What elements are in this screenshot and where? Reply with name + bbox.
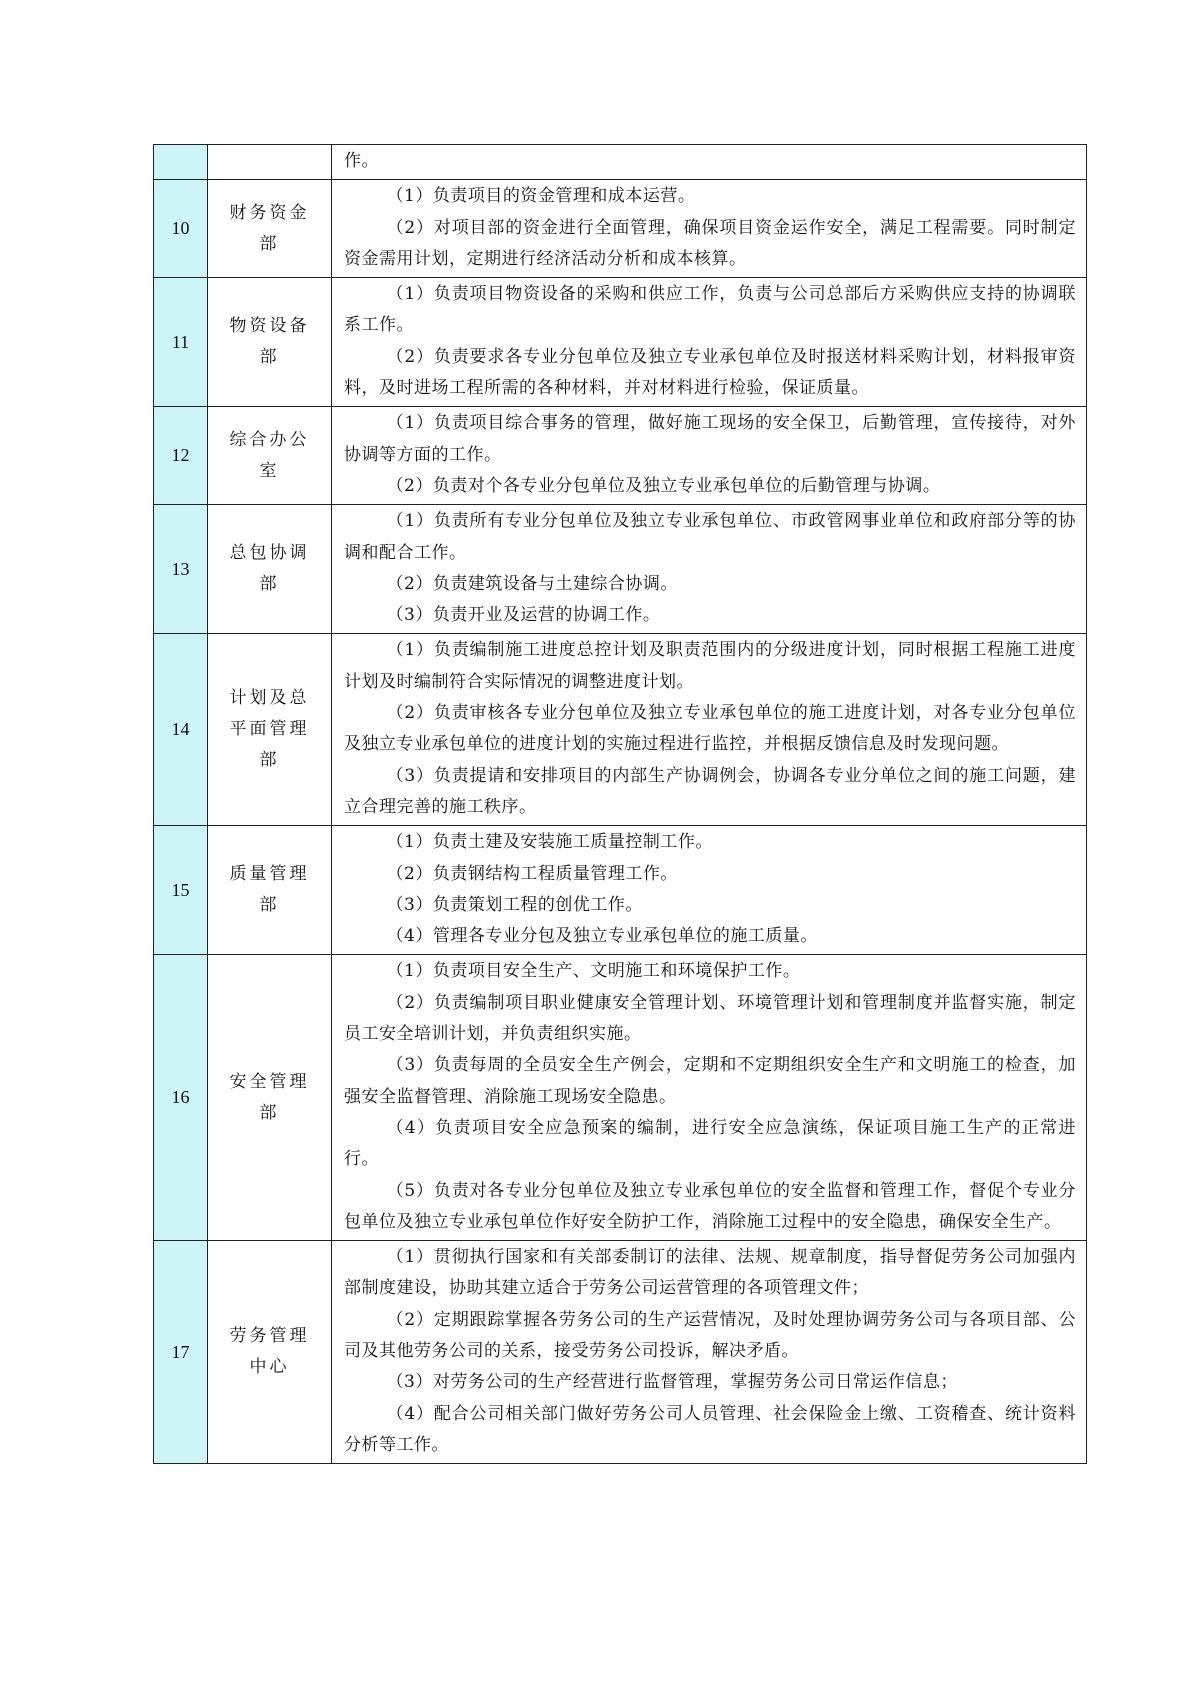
duty-item: （5）负责对各专业分包单位及独立专业承包单位的安全监督和管理工作，督促个专业分包单位及独立专业承包单位作好安全防护工作，消除施工过程中的安全隐患，确保安全生产。 [344,1180,1076,1232]
row-number: 12 [154,407,208,505]
row-number: 11 [154,278,208,407]
department-name: 劳务管理中心 [208,1241,332,1464]
department-duties [332,407,1087,505]
department-duties [332,278,1087,407]
table-row [154,407,1087,505]
department-name: 质量管理部 [208,826,332,955]
duty-item: （2）对项目部的资金进行全面管理，确保项目资金运作安全，满足工程需要。同时制定资金需用计划，定期进行经济活动分析和成本核算。 [344,217,1076,269]
duty-item: （2）负责编制项目职业健康安全管理计划、环境管理计划和管理制度并监督实施，制定员工安全培训计划，并负责组织实施。 [344,992,1076,1045]
table-row [154,278,1087,407]
table-row [154,145,1087,180]
duty-item: （3）对劳务公司的生产经营进行监督管理，掌握劳务公司日常运作信息； [386,1372,958,1393]
duty-item: （1）负责编制施工进度总控计划及职责范围内的分级进度计划，同时根据工程施工进度计划及时编制符合实际情况的调整进度计划。 [344,640,1076,692]
table-body [154,145,1087,1464]
duty-item: （3）负责策划工程的创优工作。 [386,894,643,915]
duty-item: （3）负责开业及运营的协调工作。 [386,605,661,626]
duty-item: （3）负责每周的全员安全生产例会，定期和不定期组织安全生产和文明施工的检查，加强安全监督管理、消除施工现场安全隐患。 [344,1055,1076,1107]
department-duties [332,826,1087,955]
duty-item: （4）配合公司相关部门做好劳务公司人员管理、社会保险金上缴、工资稽查、统计资料分析等工作。 [344,1403,1076,1455]
duty-item: （2）负责建筑设备与土建综合协调。 [386,573,678,594]
duty-item: （4）管理各专业分包及独立专业承包单位的施工质量。 [386,926,818,947]
table-row [154,180,1087,278]
duty-item: （1）负责项目物资设备的采购和供应工作，负责与公司总部后方采购供应支持的协调联系工作。 [344,284,1076,336]
duty-item: （2）负责要求各专业分包单位及独立专业承包单位及时报送材料采购计划，材料报审资料，及时进场工程所需的各种材料，并对材料进行检验，保证质量。 [344,346,1076,399]
department-duties [332,145,1087,180]
table-row [154,1241,1087,1464]
duty-item: （2）负责对个各专业分包单位及独立专业承包单位的后勤管理与协调。 [386,475,941,496]
duty-item: （2）负责钢结构工程质量管理工作。 [386,863,678,884]
duty-item: （1）负责项目安全生产、文明施工和环境保护工作。 [386,961,801,982]
row-number [154,145,208,180]
duty-item: （1）负责土建及安装施工质量控制工作。 [386,832,713,853]
department-name: 安全管理部 [208,955,332,1241]
department-duties [332,180,1087,278]
department-duties [332,955,1087,1241]
duty-item: （1）贯彻执行国家和有关部委制订的法律、法规、规章制度，指导督促劳务公司加强内部制度建设，协助其建立适合于劳务公司运营管理的各项管理文件； [344,1247,1076,1299]
duty-item: （1）负责所有专业分包单位及独立专业承包单位、市政管网事业单位和政府部分等的协调和配合工作。 [344,511,1076,563]
duty-item: （1）负责项目的资金管理和成本运营。 [386,186,696,207]
duty-item: （3）负责提请和安排项目的内部生产协调例会，协调各专业分单位之间的施工问题，建立合理完善的施工秩序。 [344,765,1076,817]
department-duties [332,505,1087,634]
duty-item: （2）负责审核各专业分包单位及独立专业承包单位的施工进度计划，对各专业分包单位及独立专业承包单位的进度计划的实施过程进行监控，并根据反馈信息及时发现问题。 [344,703,1076,755]
department-name: 物资设备部 [208,278,332,407]
department-name: 总包协调部 [208,505,332,634]
department-duties [332,634,1087,826]
department-name: 综合办公室 [208,407,332,505]
table-row [154,955,1087,1241]
table-row [154,505,1087,634]
duty-item: （4）负责项目安全应急预案的编制，进行安全应急演练，保证项目施工生产的正常进行。 [344,1117,1076,1170]
row-number: 17 [154,1241,208,1464]
row-number: 10 [154,180,208,278]
table-row [154,826,1087,955]
row-number: 13 [154,505,208,634]
duty-item: （2）定期跟踪掌握各劳务公司的生产运营情况，及时处理协调劳务公司与各项目部、公司及其他劳务公司的关系，接受劳务公司投诉，解决矛盾。 [344,1309,1076,1361]
department-name: 财务资金部 [208,180,332,278]
department-name: 计划及总平面管理部 [208,634,332,826]
row-number: 15 [154,826,208,955]
department-duties [332,1241,1087,1464]
table-row [154,634,1087,826]
department-name [208,145,332,180]
row-number: 16 [154,955,208,1241]
duty-item: 作。 [344,151,379,171]
row-number: 14 [154,634,208,826]
duties-table [153,144,1087,1464]
duty-item: （1）负责项目综合事务的管理，做好施工现场的安全保卫，后勤管理，宣传接待，对外协调等方面的工作。 [344,413,1076,465]
